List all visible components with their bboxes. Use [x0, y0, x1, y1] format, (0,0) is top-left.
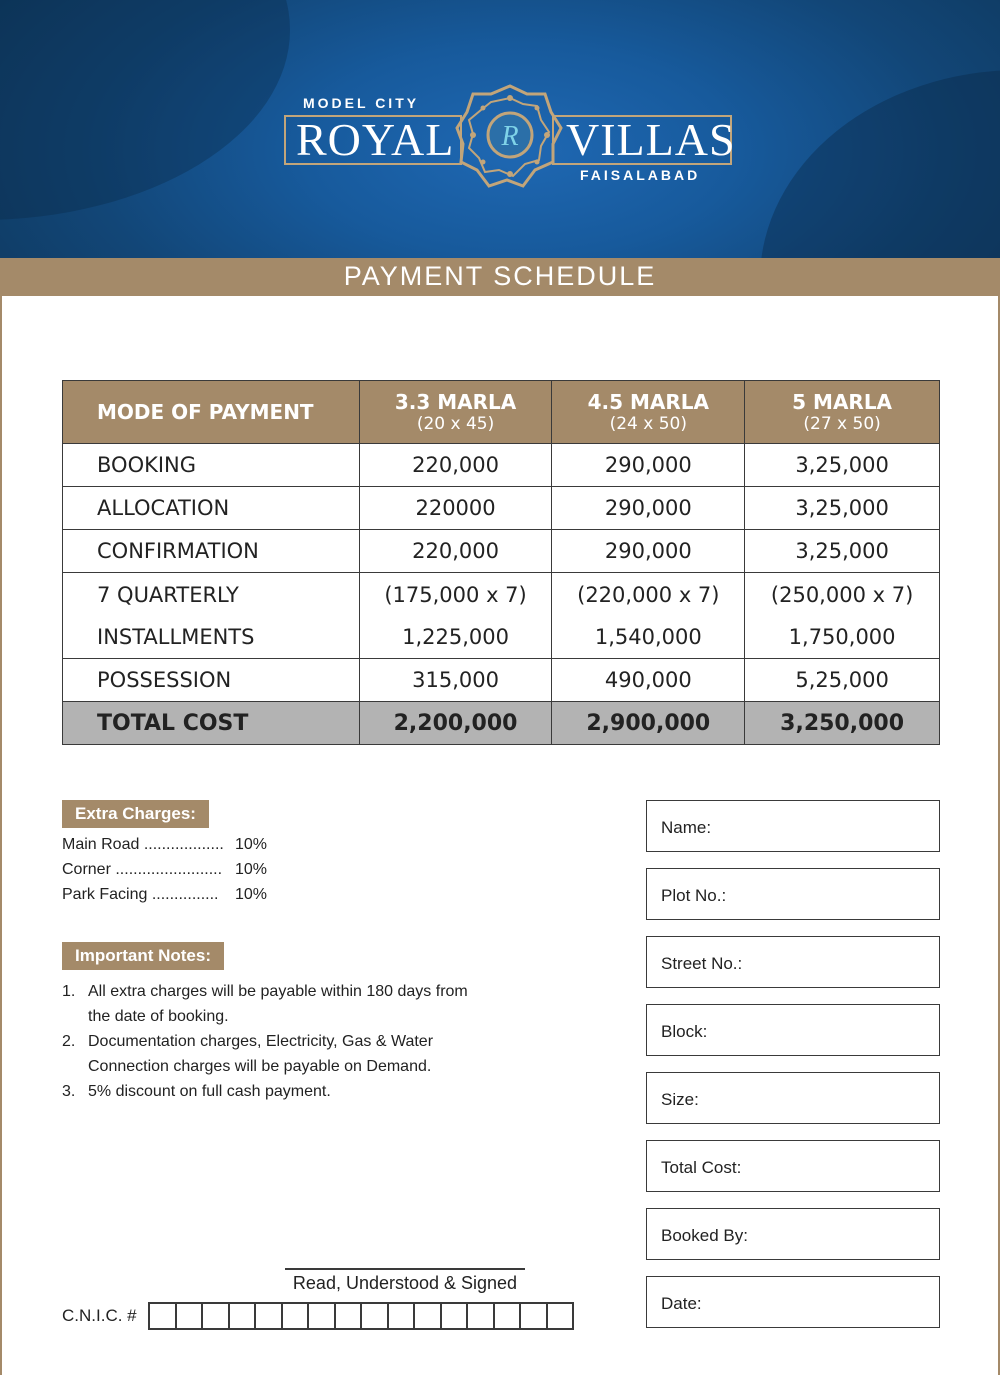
background-swoosh: [760, 70, 1000, 258]
header-banner: [0, 0, 1000, 258]
table-cell: [745, 573, 940, 659]
charge-name: Corner ........................: [62, 861, 223, 878]
street-no-field[interactable]: [646, 936, 940, 988]
table-cell: 290,000: [552, 444, 745, 487]
logo-word-left: ROYAL: [296, 114, 455, 165]
row-label: BOOKING: [63, 444, 360, 487]
installment-per-quarter: (175,000 x 7): [384, 582, 527, 607]
cnic-digit-box[interactable]: [309, 1304, 336, 1328]
table-row: [63, 487, 940, 530]
total-cost-field[interactable]: [646, 1140, 940, 1192]
cnic-digit-box[interactable]: [468, 1304, 495, 1328]
page-border-left: [0, 296, 2, 1375]
column-header-plan: [359, 381, 552, 444]
cnic-label: C.N.I.C. #: [62, 1306, 137, 1325]
table-cell: 490,000: [552, 659, 745, 702]
cnic-digit-box[interactable]: [256, 1304, 283, 1328]
plan-dimensions: (20 x 45): [416, 414, 495, 434]
field-label: Booked By:: [661, 1226, 748, 1245]
emblem-letter: R: [501, 121, 519, 152]
row-label: CONFIRMATION: [63, 530, 360, 573]
table-cell: 2,200,000: [359, 702, 552, 745]
table-cell: 220,000: [359, 444, 552, 487]
table-cell: [552, 573, 745, 659]
installment-total: 1,750,000: [788, 624, 896, 649]
table-cell: 3,25,000: [745, 444, 940, 487]
title-bar: [0, 258, 1000, 296]
charge-item: [62, 886, 282, 904]
note-number: 2.: [62, 1033, 76, 1050]
charge-value: 10%: [235, 836, 268, 853]
note-text: 5% discount on full cash payment.: [88, 1083, 331, 1100]
table-cell: 3,250,000: [745, 702, 940, 745]
plan-size: 4.5 MARLA: [587, 390, 710, 414]
table-cell: 220000: [359, 487, 552, 530]
installment-per-quarter: (250,000 x 7): [770, 582, 914, 607]
charge-item: [62, 836, 282, 854]
plan-dimensions: (24 x 50): [609, 414, 688, 434]
signature-label: Read, Understood & Signed: [292, 1273, 518, 1293]
date-field[interactable]: [646, 1276, 940, 1328]
table-cell: 3,25,000: [745, 530, 940, 573]
logo-subtitle-top: MODEL CITY: [303, 95, 420, 111]
plan-size: 3.3 MARLA: [394, 390, 517, 414]
note-number: 3.: [62, 1083, 76, 1100]
plot-no-field[interactable]: [646, 868, 940, 920]
cnic-digit-box[interactable]: [521, 1304, 548, 1328]
charge-item: [62, 861, 282, 879]
cnic-digit-box[interactable]: [362, 1304, 389, 1328]
block-field[interactable]: [646, 1004, 940, 1056]
extra-charges-title: Extra Charges:: [62, 800, 209, 828]
booked-by-field[interactable]: [646, 1208, 940, 1260]
installment-total: 1,225,000: [402, 624, 509, 649]
size-field[interactable]: [646, 1072, 940, 1124]
table-row: [63, 530, 940, 573]
logo-subtitle-bottom: FAISALABAD: [580, 167, 701, 183]
table-cell: 5,25,000: [745, 659, 940, 702]
logo-emblem-icon: [455, 82, 565, 192]
plan-size: 5 MARLA: [792, 390, 893, 414]
payment-schedule-table: [62, 380, 940, 745]
charge-value: 10%: [235, 861, 268, 878]
signature-line[interactable]: [285, 1268, 525, 1270]
row-label: [63, 573, 360, 659]
cnic-digit-box[interactable]: [230, 1304, 257, 1328]
table-row: [63, 659, 940, 702]
note-number: 1.: [62, 983, 76, 1000]
field-label: Name:: [661, 818, 712, 837]
cnic-digit-box[interactable]: [415, 1304, 442, 1328]
installments-label-line2: INSTALLMENTS: [97, 624, 255, 649]
table-cell: 3,25,000: [745, 487, 940, 530]
cnic-digit-box[interactable]: [203, 1304, 230, 1328]
note-item: [62, 1029, 482, 1079]
column-header-plan: [552, 381, 745, 444]
table-cell: 315,000: [359, 659, 552, 702]
note-text: All extra charges will be payable within 180 days from the date of booking.: [88, 983, 468, 1025]
cnic-digit-box[interactable]: [150, 1304, 177, 1328]
charge-name: Main Road ..................: [62, 836, 224, 853]
field-label: Date:: [661, 1294, 702, 1313]
row-label: POSSESSION: [63, 659, 360, 702]
charge-name: Park Facing ...............: [62, 886, 219, 903]
field-label: Block:: [661, 1022, 708, 1041]
cnic-input-boxes[interactable]: [148, 1302, 574, 1330]
name-field[interactable]: [646, 800, 940, 852]
field-label: Total Cost:: [661, 1158, 742, 1177]
cnic-digit-box[interactable]: [177, 1304, 204, 1328]
field-label: Plot No.:: [661, 886, 727, 905]
cnic-digit-box[interactable]: [389, 1304, 416, 1328]
table-row-installments: [63, 573, 940, 659]
row-label: ALLOCATION: [63, 487, 360, 530]
cnic-digit-box[interactable]: [548, 1304, 575, 1328]
note-item: [62, 1079, 482, 1104]
cnic-digit-box[interactable]: [495, 1304, 522, 1328]
installment-total: 1,540,000: [594, 624, 702, 649]
field-label: Size:: [661, 1090, 699, 1109]
note-text: Documentation charges, Electricity, Gas & Water Connection charges will be payable on Demand.: [88, 1033, 434, 1075]
background-swoosh: [0, 0, 290, 220]
note-item: [62, 979, 482, 1029]
cnic-digit-box[interactable]: [283, 1304, 310, 1328]
table-header-row: [63, 381, 940, 444]
field-label: Street No.:: [661, 954, 743, 973]
installments-label-line1: 7 QUARTERLY: [97, 582, 239, 607]
table-cell: 220,000: [359, 530, 552, 573]
row-label: TOTAL COST: [63, 702, 360, 745]
column-header-mode: MODE OF PAYMENT: [63, 381, 360, 444]
table-cell: 290,000: [552, 530, 745, 573]
table-cell: [359, 573, 552, 659]
table-cell: 2,900,000: [552, 702, 745, 745]
column-header-plan: [745, 381, 940, 444]
table-cell: 290,000: [552, 487, 745, 530]
table-row-total: [63, 702, 940, 745]
cnic-digit-box[interactable]: [336, 1304, 363, 1328]
table-row: [63, 444, 940, 487]
plan-dimensions: (27 x 50): [803, 414, 881, 434]
important-notes-title: Important Notes:: [62, 942, 224, 970]
page-title: PAYMENT SCHEDULE: [343, 261, 657, 291]
installment-per-quarter: (220,000 x 7): [577, 582, 720, 607]
cnic-digit-box[interactable]: [442, 1304, 469, 1328]
charge-value: 10%: [235, 886, 268, 903]
logo-word-right: VILLAS: [566, 114, 736, 165]
